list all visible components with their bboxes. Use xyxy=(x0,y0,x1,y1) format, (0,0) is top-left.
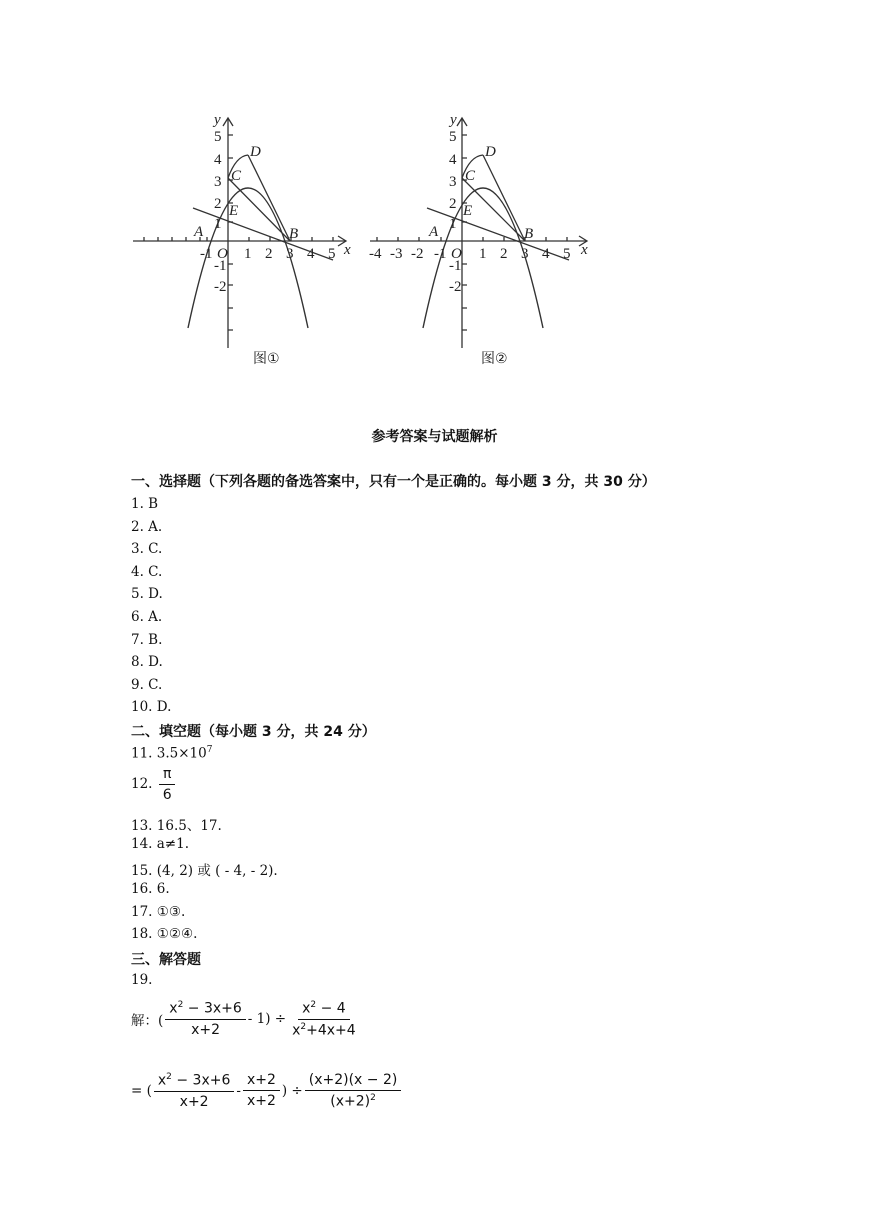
x-tick-label: 1 xyxy=(479,246,487,262)
line-db xyxy=(248,155,290,241)
graph-figure-2 xyxy=(365,108,625,378)
question-number: 19. xyxy=(131,972,153,988)
x-tick-label: 4 xyxy=(542,246,550,262)
answer-line: 9. C. xyxy=(131,677,163,693)
x-tick-label: 5 xyxy=(563,246,571,262)
fraction xyxy=(165,1000,246,1038)
fraction-numerator: $x^2 - 3x+6$ xyxy=(154,1072,235,1092)
x-label: x xyxy=(581,242,588,258)
x-tick-label: -4 xyxy=(369,246,382,262)
answer-line: 1. B xyxy=(131,496,159,512)
y-tick-label: 4 xyxy=(214,152,222,168)
solution-line-2 xyxy=(131,1072,403,1110)
answer-line: 18. ①②④. xyxy=(131,926,198,942)
x-tick-label: 5 xyxy=(328,246,336,262)
y-tick-label: 2 xyxy=(449,196,457,212)
x-tick-label: -3 xyxy=(390,246,403,262)
fraction-numerator: π xyxy=(159,766,175,785)
fraction-numerator: $x^2 - 4$ xyxy=(298,1000,350,1020)
x-tick-label: -1 xyxy=(434,246,447,262)
solution-text: = ( xyxy=(131,1082,152,1099)
answer-line: 2. A. xyxy=(131,519,163,535)
point-b-label: B xyxy=(524,226,534,242)
section-heading: 一、选择题（下列各题的备选答案中，只有一个是正确的。每小题 3 分，共 30 分） xyxy=(131,474,656,490)
point-a-label: A xyxy=(429,224,439,240)
answer-line: 14. a≠1. xyxy=(131,836,190,852)
fraction-denominator: 6 xyxy=(162,787,172,803)
y-ticks xyxy=(462,135,467,330)
point-e-label: E xyxy=(229,203,239,219)
fraction xyxy=(305,1072,402,1110)
origin-label: O xyxy=(451,246,462,262)
answer-line: 10. D. xyxy=(131,699,172,715)
x-tick-label: 3 xyxy=(521,246,529,262)
graph-2-svg xyxy=(365,108,625,378)
y-tick-label: 3 xyxy=(449,174,457,190)
fraction xyxy=(288,1000,360,1038)
line-db xyxy=(483,155,525,241)
y-tick-label: 5 xyxy=(214,129,222,145)
answer-line: 13. 16.5、17. xyxy=(131,818,222,834)
point-a-label: A xyxy=(194,224,204,240)
solution-text: 解：( xyxy=(131,1013,164,1030)
fraction-numerator: $x^2 - 3x+6$ xyxy=(165,1000,246,1020)
fraction-numerator: (x+2)(x − 2) xyxy=(305,1072,402,1091)
solution-text: ) ÷ xyxy=(281,1082,303,1099)
x-tick-label: 4 xyxy=(307,246,315,262)
y-label: y xyxy=(214,112,221,128)
fraction-denominator: $x^2+4x+4$ xyxy=(292,1021,356,1039)
x-tick-label: -1 xyxy=(200,246,213,262)
y-tick-label: -2 xyxy=(449,279,462,295)
y-tick-label: 3 xyxy=(214,174,222,190)
y-tick-label: -2 xyxy=(214,279,227,295)
x-tick-label: 2 xyxy=(500,246,508,262)
solution-text: - xyxy=(236,1082,241,1099)
y-tick-label: -1 xyxy=(214,258,227,274)
answer-line: 5. D. xyxy=(131,586,163,602)
answer-line: 4. C. xyxy=(131,564,163,580)
figure-caption: 图② xyxy=(481,351,508,367)
point-d-label: D xyxy=(250,144,261,160)
answer-number: 12. xyxy=(131,776,153,792)
graph-figure-1 xyxy=(128,108,388,378)
y-tick-label: -1 xyxy=(449,258,462,274)
x-tick-label: -2 xyxy=(411,246,424,262)
answer-line: 16. 6. xyxy=(131,881,170,897)
y-tick-label: 1 xyxy=(449,216,457,232)
y-ticks xyxy=(228,135,233,330)
answer-line xyxy=(131,766,178,803)
section-heading: 三、解答题 xyxy=(131,952,201,968)
y-tick-label: 1 xyxy=(214,216,222,232)
point-b-label: B xyxy=(289,226,299,242)
point-c-label: C xyxy=(231,168,242,184)
exponent: 7 xyxy=(206,745,213,755)
solution-line-1 xyxy=(131,1000,362,1038)
answer-line xyxy=(131,745,212,762)
answer-line: 17. ①③. xyxy=(131,904,186,920)
point-e-label: E xyxy=(463,203,473,219)
answer-line: 15. (4, 2) 或 ( - 4, - 2). xyxy=(131,863,278,879)
fraction-denominator: $(x+2)^2$ xyxy=(330,1093,376,1110)
fraction-numerator: x+2 xyxy=(243,1072,280,1091)
figure-caption: 图① xyxy=(253,351,280,367)
fraction xyxy=(154,1072,235,1110)
y-tick-label: 2 xyxy=(214,196,222,212)
point-d-label: D xyxy=(485,144,496,160)
point-c-label: C xyxy=(465,168,476,184)
x-tick-label: 1 xyxy=(244,246,252,262)
y-tick-label: 5 xyxy=(449,129,457,145)
x-label: x xyxy=(344,242,351,258)
x-tick-label: 2 xyxy=(265,246,273,262)
answer-text: 11. 3.5×10 xyxy=(131,745,207,762)
page-title: 参考答案与试题解析 xyxy=(371,429,498,445)
x-tick-label: 3 xyxy=(286,246,294,262)
graph-1-svg xyxy=(128,108,388,378)
y-label: y xyxy=(450,112,457,128)
fraction-denominator: x+2 xyxy=(179,1093,209,1110)
section-heading: 二、填空题（每小题 3 分，共 24 分） xyxy=(131,724,376,740)
fraction xyxy=(243,1072,280,1109)
answer-line: 3. C. xyxy=(131,541,163,557)
answer-line: 7. B. xyxy=(131,632,163,648)
origin-label: O xyxy=(217,246,228,262)
fraction-denominator: x+2 xyxy=(246,1093,276,1110)
fraction xyxy=(159,766,176,803)
y-tick-label: 4 xyxy=(449,152,457,168)
answer-line: 6. A. xyxy=(131,609,163,625)
solution-text: - 1) ÷ xyxy=(247,1011,287,1028)
fraction-denominator: x+2 xyxy=(191,1021,220,1038)
answer-line: 8. D. xyxy=(131,654,163,670)
